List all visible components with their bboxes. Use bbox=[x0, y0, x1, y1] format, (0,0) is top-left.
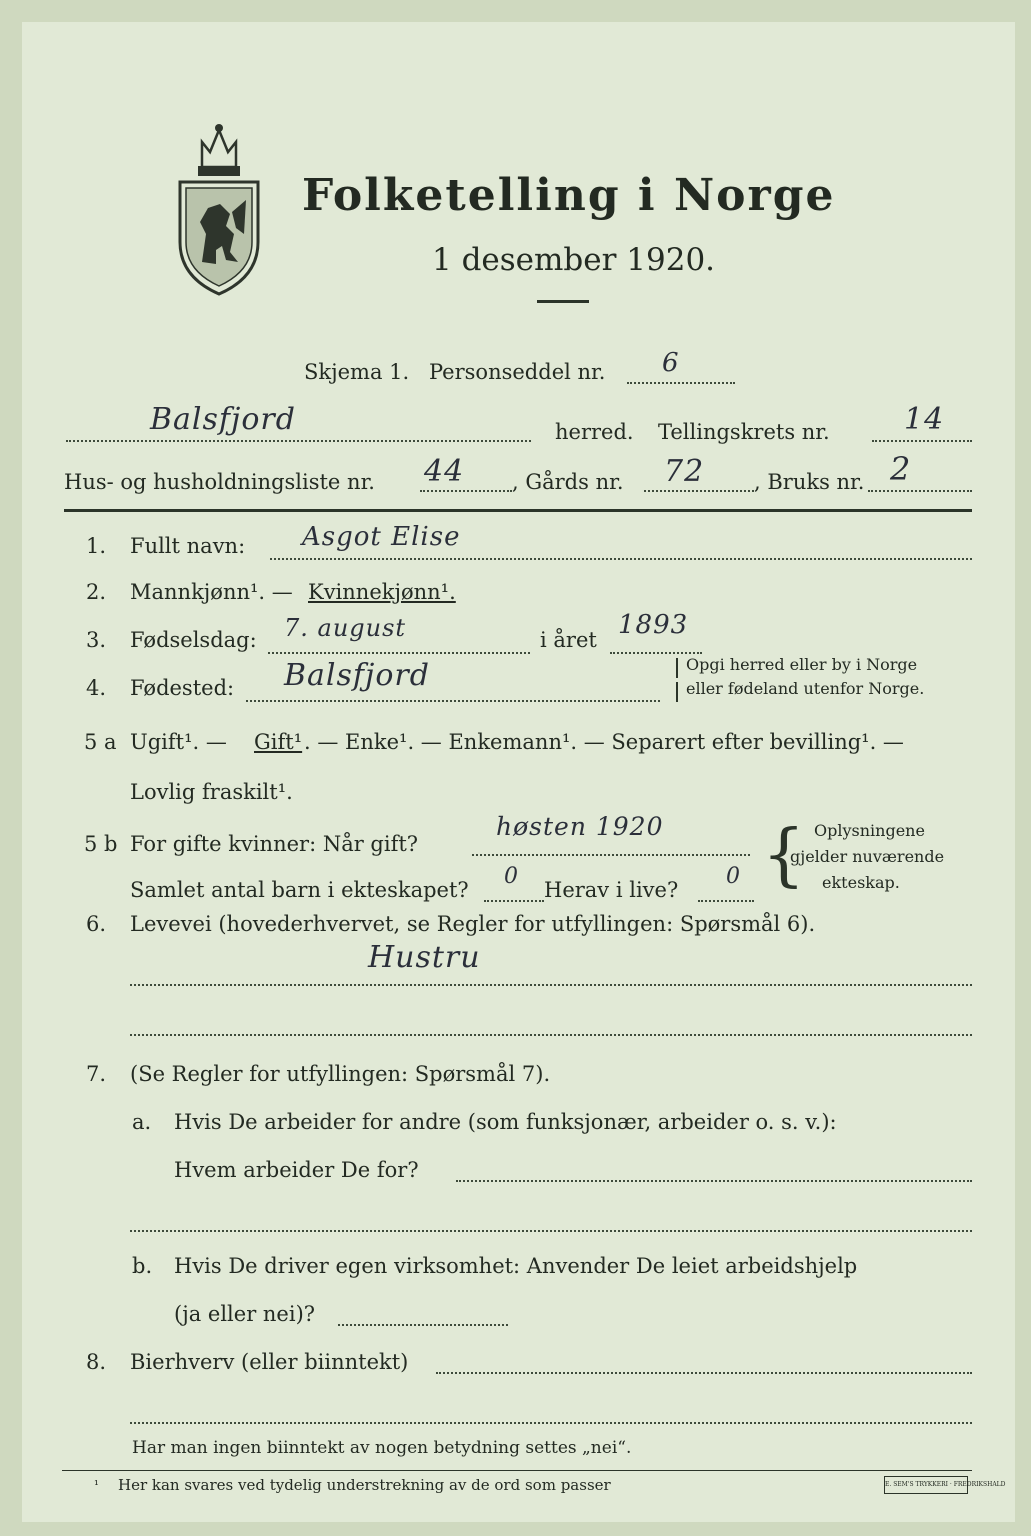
form-title: Folketelling i Norge bbox=[302, 170, 836, 221]
q8-label: Bierhverv (eller biinntekt) bbox=[130, 1350, 409, 1374]
q4-number: 4. bbox=[86, 676, 107, 700]
q8-number: 8. bbox=[86, 1350, 107, 1374]
personseddel-line bbox=[627, 382, 735, 384]
q7b-answer-line[interactable] bbox=[338, 1324, 508, 1326]
husliste-label: Hus- og husholdningsliste nr. bbox=[64, 470, 375, 494]
herred-value[interactable]: Balsfjord bbox=[150, 402, 296, 437]
herred-label: herred. bbox=[555, 420, 634, 444]
bruks-label: , Bruks nr. bbox=[754, 470, 865, 494]
q5b-children-label: Samlet antal barn i ekteskapet? bbox=[130, 878, 469, 902]
q4-line bbox=[246, 700, 660, 702]
q2-male-option[interactable]: Mannkjønn¹. — bbox=[130, 580, 293, 604]
title-divider bbox=[537, 300, 589, 303]
husliste-line bbox=[420, 490, 512, 492]
q2-number: 2. bbox=[86, 580, 107, 604]
full-name-value[interactable]: Asgot Elise bbox=[302, 522, 461, 552]
q6-line-1 bbox=[130, 984, 972, 986]
norwegian-coat-of-arms-icon bbox=[172, 122, 267, 297]
children-alive-value[interactable]: 0 bbox=[726, 864, 741, 889]
q8-answer-line-2[interactable] bbox=[130, 1422, 972, 1424]
q2-female-option[interactable]: Kvinnekjønn¹. bbox=[308, 580, 456, 604]
q7-label: (Se Regler for utfyllingen: Spørsmål 7). bbox=[130, 1062, 551, 1086]
personseddel-label: Personseddel nr. bbox=[429, 360, 606, 384]
skjema-label: Skjema 1. bbox=[304, 360, 410, 384]
tellingskrets-line bbox=[872, 440, 972, 442]
q8-answer-line-1[interactable] bbox=[436, 1372, 972, 1374]
q7b-line2: (ja eller nei)? bbox=[174, 1302, 316, 1326]
birthplace-value[interactable]: Balsfjord bbox=[284, 658, 430, 693]
q4-note-line1: Opgi herred eller by i Norge bbox=[686, 655, 918, 674]
q6-label: Levevei (hovederhvervet, se Regler for utfyllingen: Spørsmål 6). bbox=[130, 912, 816, 936]
q1-number: 1. bbox=[86, 534, 107, 558]
children-value[interactable]: 0 bbox=[504, 864, 519, 889]
q5b-children-line bbox=[484, 900, 544, 902]
occupation-value[interactable]: Hustru bbox=[368, 940, 481, 975]
gards-line bbox=[644, 490, 754, 492]
census-form bbox=[22, 22, 1015, 1522]
q5b-note-line1: Oplysningene bbox=[814, 821, 925, 840]
q5b-number: 5 b bbox=[84, 832, 118, 856]
personseddel-value[interactable]: 6 bbox=[662, 348, 680, 378]
q1-line bbox=[270, 558, 972, 560]
tellingskrets-value[interactable]: 14 bbox=[904, 402, 945, 437]
q5a-divorced-option[interactable]: Lovlig fraskilt¹. bbox=[130, 780, 293, 804]
q5a-other-options[interactable]: . — Enke¹. — Enkemann¹. — Separert efter bevilling¹. — bbox=[304, 730, 904, 754]
q5b-note-line3: ekteskap. bbox=[822, 873, 900, 892]
q4-note-line2: eller fødeland utenfor Norge. bbox=[686, 679, 925, 698]
q3-line bbox=[268, 652, 530, 654]
q4-label: Fødested: bbox=[130, 676, 235, 700]
tellingskrets-label: Tellingskrets nr. bbox=[658, 420, 830, 444]
q7a-line2: Hvem arbeider De for? bbox=[174, 1158, 419, 1182]
q3-number: 3. bbox=[86, 628, 107, 652]
q8-note: Har man ingen biinntekt av nogen betydning settes „nei“. bbox=[132, 1438, 632, 1458]
q7a-number: a. bbox=[132, 1110, 152, 1134]
q5a-unmarried-option[interactable]: Ugift¹. — bbox=[130, 730, 227, 754]
husliste-value[interactable]: 44 bbox=[424, 454, 465, 489]
q7a-answer-line-1[interactable] bbox=[456, 1180, 972, 1182]
bruks-value[interactable]: 2 bbox=[890, 450, 912, 488]
marriage-time-value[interactable]: høsten 1920 bbox=[496, 812, 664, 841]
birthday-value[interactable]: 7. august bbox=[284, 614, 407, 642]
q7a-line1: Hvis De arbeider for andre (som funksjonær, arbeider o. s. v.): bbox=[174, 1110, 837, 1134]
footnote-separator bbox=[62, 1470, 972, 1471]
gards-value[interactable]: 72 bbox=[664, 454, 705, 489]
birth-year-value[interactable]: 1893 bbox=[618, 610, 689, 640]
printer-stamp: E. SEM'S TRYKKERI · FREDRIKSHALD bbox=[884, 1476, 968, 1494]
q5b-alive-label: Herav i live? bbox=[544, 878, 679, 902]
q1-label: Fullt navn: bbox=[130, 534, 246, 558]
q5b-brace: { bbox=[762, 816, 806, 895]
q5a-number: 5 a bbox=[84, 730, 117, 754]
q3-label: Fødselsdag: bbox=[130, 628, 257, 652]
herred-line bbox=[66, 440, 531, 442]
q3-year-label: i året bbox=[540, 628, 597, 652]
q5b-married-label: For gifte kvinner: Når gift? bbox=[130, 832, 419, 856]
q4-note-bar-1 bbox=[676, 658, 678, 678]
q5b-alive-line bbox=[698, 900, 754, 902]
q4-note-bar-2 bbox=[676, 682, 678, 702]
footnote-mark: ¹ bbox=[94, 1478, 99, 1492]
gards-label: , Gårds nr. bbox=[512, 470, 624, 494]
bruks-line bbox=[868, 490, 972, 492]
q7b-number: b. bbox=[132, 1254, 153, 1278]
q5b-note-line2: gjelder nuværende bbox=[790, 847, 945, 866]
q5a-married-option[interactable]: Gift¹ bbox=[254, 730, 303, 754]
q7a-answer-line-2[interactable] bbox=[130, 1230, 972, 1232]
header-separator bbox=[64, 509, 972, 512]
q5b-married-line bbox=[472, 854, 750, 856]
form-date: 1 desember 1920. bbox=[432, 242, 716, 278]
q6-number: 6. bbox=[86, 912, 107, 936]
q6-line-2 bbox=[130, 1034, 972, 1036]
footnote-text: Her kan svares ved tydelig understrekning av de ord som passer bbox=[118, 1476, 611, 1494]
q7b-line1: Hvis De driver egen virksomhet: Anvender De leiet arbeidshjelp bbox=[174, 1254, 858, 1278]
q7-number: 7. bbox=[86, 1062, 107, 1086]
